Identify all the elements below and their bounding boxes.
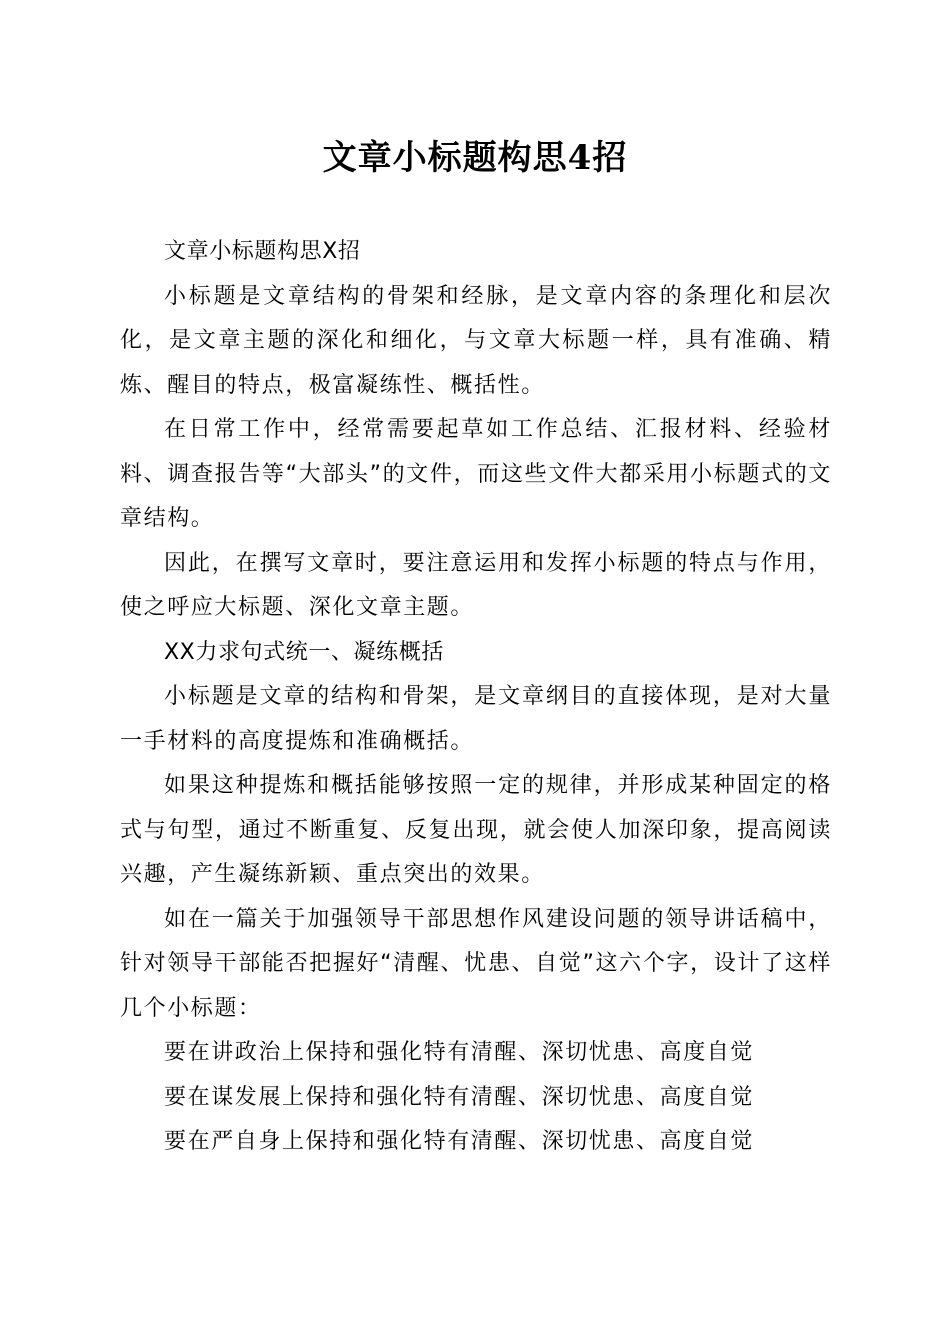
document-body — [120, 230, 832, 1165]
paragraph-therefore: 因此，在撰写文章时，要注意运用和发挥小标题的特点与作用，使之呼应大标题、深化文章主题。 — [120, 550, 832, 620]
paragraph-structure: 小标题是文章的结构和骨架，是文章纲目的直接体现，是对大量一手材料的高度提炼和准确概括。 — [120, 684, 832, 754]
paragraph-pattern: 如果这种提炼和概括能够按照一定的规律，并形成某种固定的格式与句型，通过不断重复、反复出现，就会使人加深印象，提高阅读兴趣，产生凝练新颖、重点突出的效果。 — [120, 773, 832, 887]
example-subtitle-1: 要在讲政治上保持和强化特有清醒、深切忧患、高度自觉 — [164, 1040, 755, 1065]
example-subtitle-2: 要在谋发展上保持和强化特有清醒、深切忧患、高度自觉 — [164, 1084, 755, 1110]
paragraph-intro: 小标题是文章结构的骨架和经脉，是文章内容的条理化和层次化，是文章主题的深化和细化，与文章大标题一样，具有准确、精炼、醒目的特点，极富凝练性、概括性。 — [120, 283, 832, 398]
paragraph-daily-work: 在日常工作中，经常需要起草如工作总结、汇报材料、经验材料、调查报告等“大部头”的文件，而这些文件大都采用小标题式的文章结构。 — [120, 417, 832, 531]
section-heading: XX力求句式统一、凝练概括 — [164, 639, 444, 665]
document-title: 文章小标题构思4招 — [322, 138, 628, 178]
paragraph-example: 如在一篇关于加强领导干部思想作风建设问题的领导讲话稿中，针对领导干部能否把握好“清醒、忧患、自觉”这六个字，设计了这样几个小标题： — [120, 906, 832, 1021]
example-subtitle-3: 要在严自身上保持和强化特有清醒、深切忧患、高度自觉 — [164, 1129, 755, 1154]
subtitle-line: 文章小标题构思X招 — [164, 239, 361, 264]
